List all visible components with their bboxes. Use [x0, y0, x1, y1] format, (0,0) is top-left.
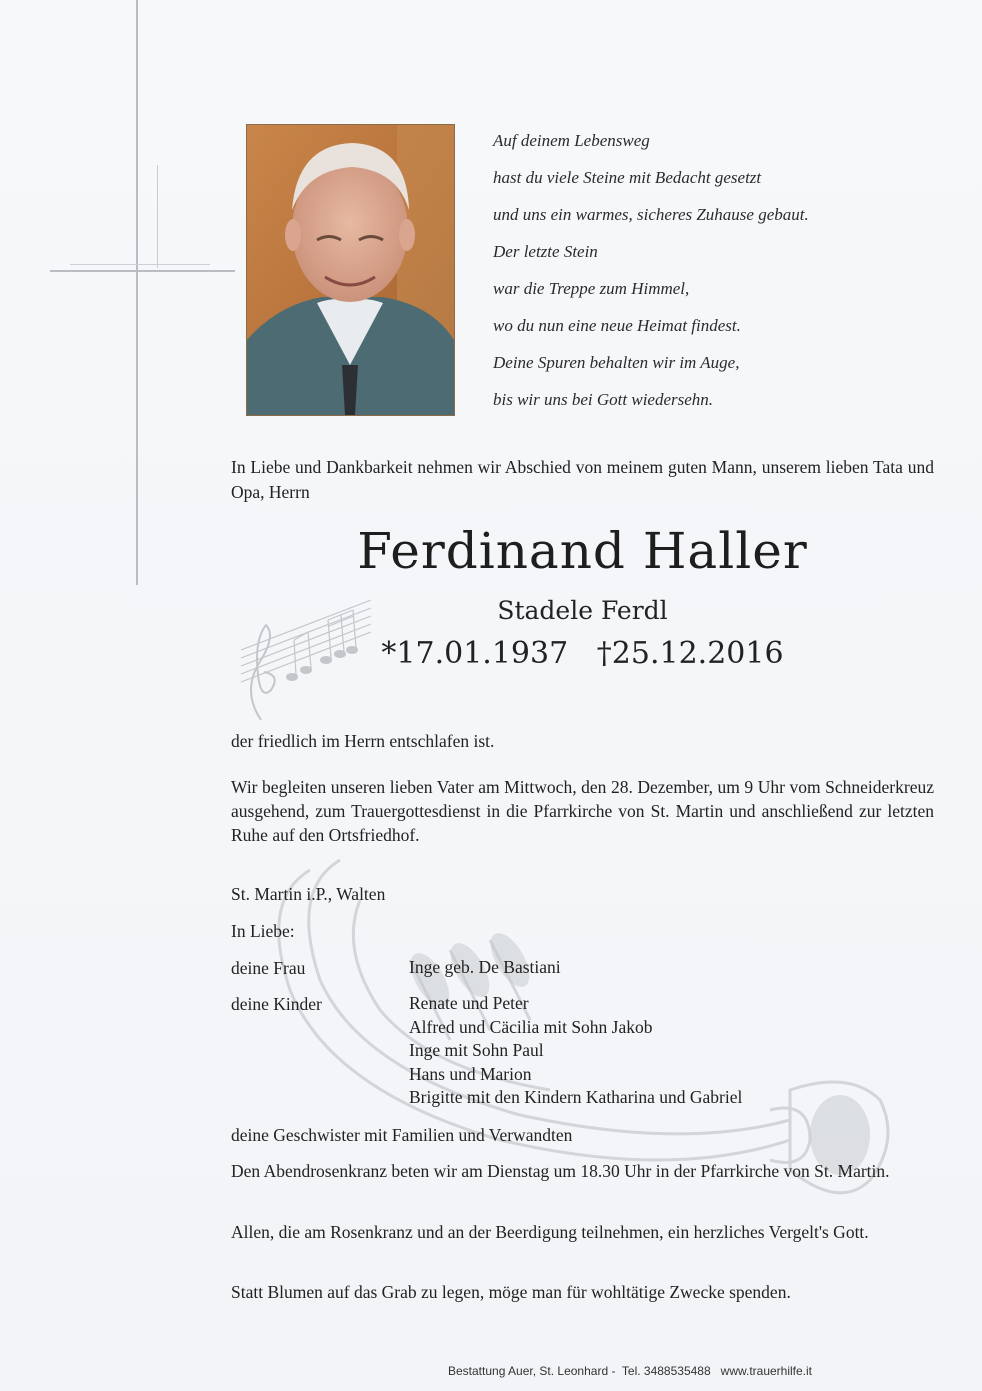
passed-text: der friedlich im Herrn entschlafen ist.: [231, 731, 495, 751]
life-dates: [231, 636, 934, 671]
in-love-text: In Liebe:: [231, 921, 295, 941]
flowers-text: Statt Blumen auf das Grab zu legen, möge man für wohltätige Zwecke spenden.: [231, 1282, 791, 1302]
cross-line-vertical: [136, 0, 138, 585]
funeral-text: Wir begleiten unseren lieben Vater am Mittwoch, den 28. Dezember, um 9 Uhr vom Schneiderkreuz ausgehend, zum Trauergottesdienst in die Pfarrkirche von St. Martin und anschließend zur letzten Ruhe auf den Ortsfriedhof.: [231, 777, 934, 845]
poem: [493, 122, 963, 418]
wife-name-text: Inge geb. De Bastiani: [409, 957, 561, 977]
thanks-text: Allen, die am Rosenkranz und an der Beerdigung teilnehmen, ein herzliches Vergelt's Gott.: [231, 1222, 869, 1242]
child-entry: Inge mit Sohn Paul: [409, 1040, 544, 1060]
rosary-text: Den Abendrosenkranz beten wir am Dienstag um 18.30 Uhr in der Pfarrkirche von St. Martin.: [231, 1161, 890, 1181]
child-entry: Brigitte mit den Kindern Katharina und Gabriel: [409, 1087, 743, 1107]
children-label: deine Kinder: [231, 994, 322, 1014]
intro-text: In Liebe und Dankbarkeit nehmen wir Abschied von meinem guten Mann, unserem lieben Tata und Opa, Herrn: [231, 457, 934, 502]
poem-line: Der letzte Stein: [493, 242, 598, 261]
poem-line: war die Treppe zum Himmel,: [493, 279, 690, 298]
cross-line-horizontal-thin: [70, 264, 210, 265]
poem-line: Auf deinem Lebensweg: [493, 131, 650, 150]
poem-line: wo du nun eine neue Heimat findest.: [493, 316, 741, 335]
birth-date: *17.01.1937: [381, 636, 569, 671]
poem-line: hast du viele Steine mit Bedacht gesetzt: [493, 168, 762, 187]
footer-contact: Bestattung Auer, St. Leonhard - Tel. 3488535488 www.trauerhilfe.it: [448, 1364, 813, 1378]
child-entry: Alfred und Cäcilia mit Sohn Jakob: [409, 1016, 653, 1037]
child-entry: Renate und Peter: [409, 993, 529, 1013]
deceased-name: Ferdinand Haller: [357, 522, 808, 580]
wife-name: [409, 956, 561, 980]
poem-line: Deine Spuren behalten wir im Auge,: [493, 353, 740, 372]
place-text: St. Martin i.P., Walten: [231, 884, 386, 904]
cross-line-vertical-thin: [157, 165, 158, 268]
deceased-nickname: Stadele Ferdl: [497, 596, 668, 625]
cross-line-horizontal: [50, 270, 235, 272]
portrait-photo: [246, 124, 455, 416]
children-list: [409, 992, 742, 1110]
siblings-text: deine Geschwister mit Familien und Verwandten: [231, 1125, 573, 1145]
poem-line: bis wir uns bei Gott wiedersehn.: [493, 390, 714, 409]
wife-label: deine Frau: [231, 958, 306, 978]
death-date: †25.12.2016: [596, 636, 784, 671]
poem-line: und uns ein warmes, sicheres Zuhause gebaut.: [493, 205, 809, 224]
child-entry: Hans und Marion: [409, 1063, 532, 1084]
